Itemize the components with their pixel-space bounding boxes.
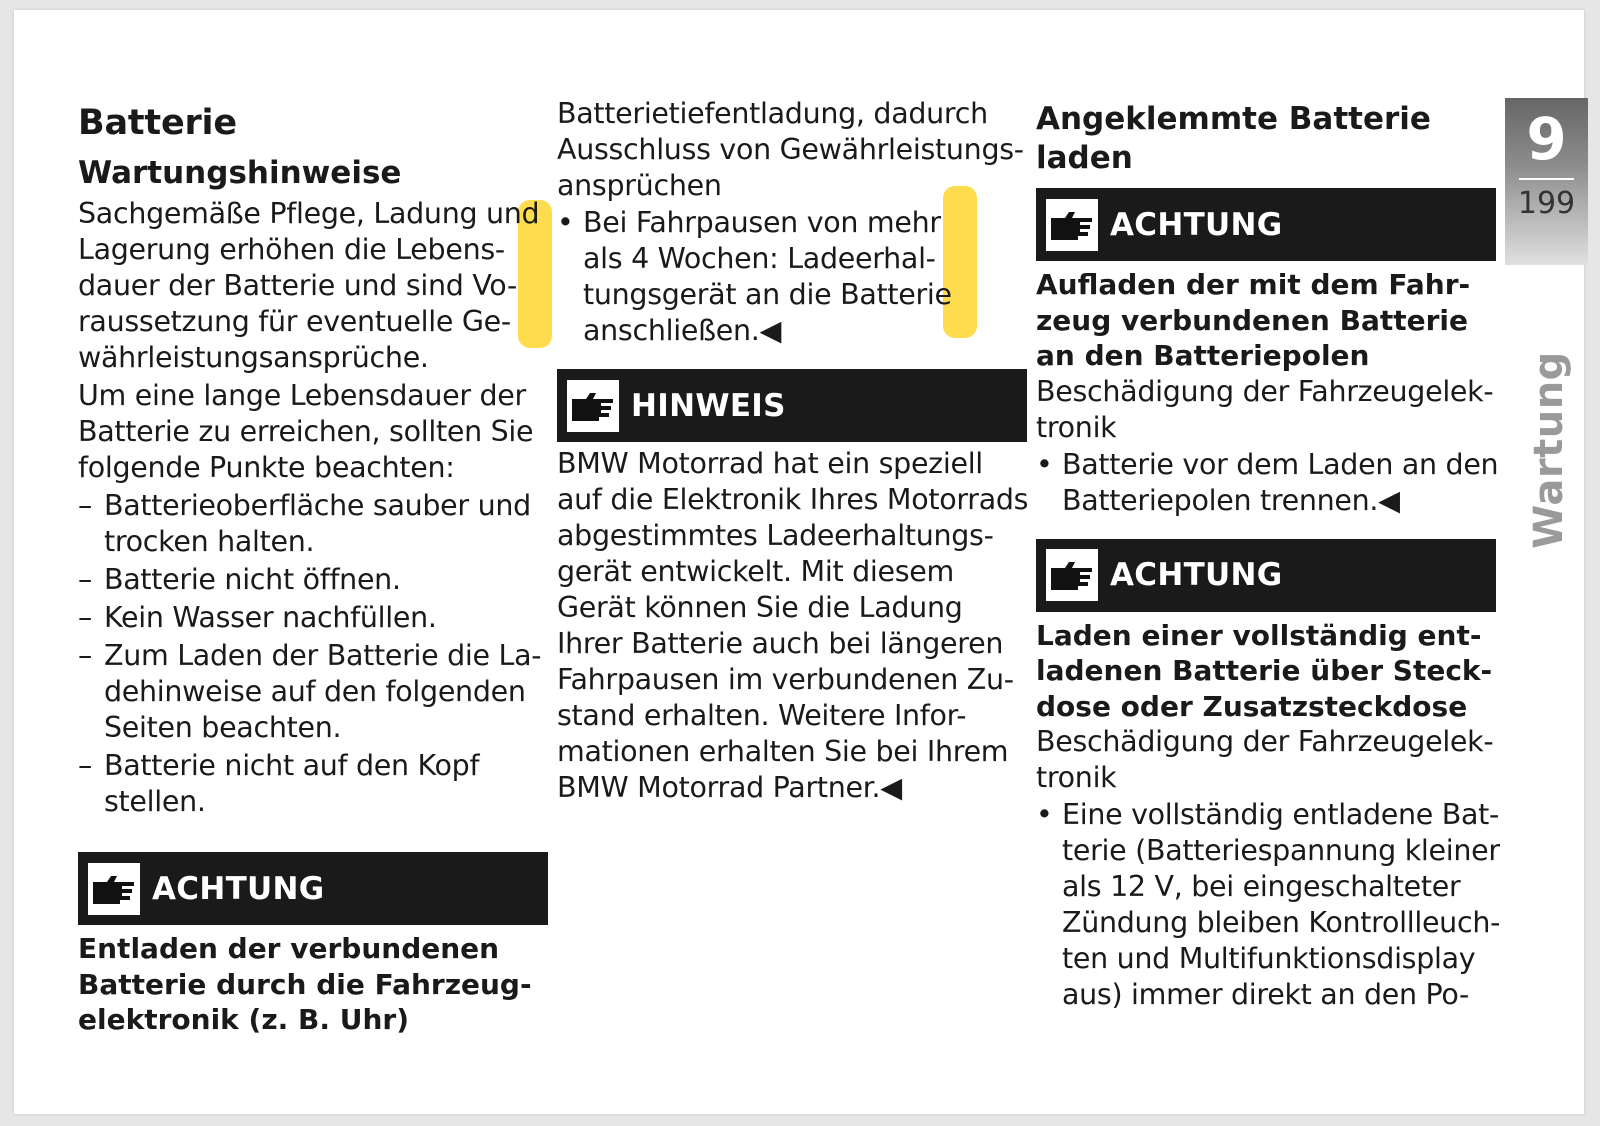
- text-line: anschließen.◀: [583, 314, 782, 347]
- text-line: raussetzung für eventuelle Ge-: [78, 305, 511, 338]
- text-line: Beschädigung der Fahrzeugelek-: [1036, 374, 1494, 408]
- bullet-item: [1036, 447, 1499, 519]
- text-line: währleistungsansprüche.: [78, 341, 429, 374]
- text-line: BMW Motorrad hat ein speziell: [557, 447, 983, 480]
- chapter-tab: [1505, 98, 1588, 265]
- maintenance-list: [78, 488, 548, 820]
- text-line: trocken halten.: [104, 525, 315, 558]
- bullet-marker: •: [1036, 798, 1053, 831]
- text-line: Zündung bleiben Kontrollleuch-: [1062, 906, 1501, 939]
- text-line: Batterietiefentladung, dadurch: [557, 97, 988, 130]
- text-line: dose oder Zusatzsteckdose: [1036, 689, 1468, 723]
- text-line: als 12 V, bei eingeschalteter: [1062, 870, 1461, 903]
- list-item: [78, 638, 548, 746]
- warning-label: ACHTUNG: [152, 870, 325, 907]
- text-line: Batterie zu erreichen, sollten Sie: [78, 415, 534, 448]
- text-line: als 4 Wochen: Ladeerhal-: [583, 242, 936, 275]
- text-line: BMW Motorrad Partner.◀: [557, 771, 902, 804]
- dash-marker: –: [78, 601, 92, 634]
- note-banner: [557, 369, 1027, 442]
- text-line: Batterie vor dem Laden an den: [1062, 447, 1499, 481]
- warning-heading: [1036, 267, 1496, 374]
- text-line: Sachgemäße Pflege, Ladung und: [78, 197, 540, 230]
- paragraph-lifetime: [78, 378, 548, 486]
- text-line: Batterie nicht auf den Kopf: [104, 749, 480, 782]
- bullet-marker: •: [1036, 447, 1053, 481]
- paragraph-care: [78, 196, 548, 376]
- warning-heading: [1036, 618, 1496, 725]
- text-line: Um eine lange Lebensdauer der: [78, 379, 526, 412]
- dash-marker: –: [78, 563, 92, 596]
- text-line: Batteriepolen trennen.◀: [1062, 483, 1400, 517]
- text-line: Batterieoberfläche sauber und: [104, 489, 531, 522]
- pointing-hand-icon: [1046, 199, 1098, 251]
- dash-marker: –: [78, 639, 92, 672]
- text-line: zeug verbundenen Batterie: [1036, 303, 1469, 337]
- text-line: Gerät können Sie die Ladung: [557, 591, 963, 624]
- text-line: tronik: [1036, 410, 1117, 444]
- text-line: laden: [1036, 140, 1133, 176]
- page-title: Batterie: [78, 103, 237, 143]
- list-item: [78, 562, 548, 598]
- text-line: dehinweise auf den folgenden: [104, 675, 526, 708]
- text-line: Entladen der verbundenen: [78, 932, 500, 965]
- text-line: Seiten beachten.: [104, 711, 342, 744]
- text-line: an den Batteriepolen: [1036, 339, 1370, 372]
- warning-banner: [1036, 188, 1496, 261]
- text-line: Bei Fahrpausen von mehr: [583, 206, 941, 239]
- dash-marker: –: [78, 749, 92, 782]
- note-label: HINWEIS: [631, 387, 786, 424]
- text-line: folgende Punkte beachten:: [78, 451, 455, 484]
- text-line: Laden einer vollständig ent-: [1036, 618, 1482, 652]
- list-item: [78, 748, 548, 820]
- text-line: Zum Laden der Batterie die La-: [104, 639, 542, 672]
- pointing-hand-icon: [1046, 549, 1098, 601]
- text-line: Batterie durch die Fahrzeug-: [78, 967, 532, 1001]
- text-line: tronik: [1036, 761, 1117, 794]
- continued-text: [557, 96, 1027, 204]
- text-line: ansprüchen: [557, 169, 722, 202]
- list-item: [78, 600, 548, 636]
- text-line: auf die Elektronik Ihres Motorrads: [557, 483, 1029, 516]
- text-line: Ihrer Batterie auch bei längeren: [557, 627, 1004, 660]
- bullet-item: [557, 205, 1027, 349]
- text-line: abgestimmtes Ladeerhaltungs-: [557, 519, 994, 552]
- text-line: Ausschluss von Gewährleistungs-: [557, 133, 1024, 166]
- section-title: [1036, 100, 1496, 178]
- text-line: terie (Batteriespannung kleiner: [1062, 834, 1500, 867]
- text-line: mationen erhalten Sie bei Ihrem: [557, 735, 1009, 768]
- tab-divider: [1519, 178, 1574, 180]
- text-line: ten und Multifunktionsdisplay: [1062, 942, 1476, 975]
- chapter-number: 9: [1526, 105, 1567, 173]
- text-line: Batterie nicht öffnen.: [104, 563, 401, 596]
- text-line: stellen.: [104, 785, 206, 818]
- list-item: [78, 488, 548, 560]
- text-line: Aufladen der mit dem Fahr-: [1036, 268, 1471, 301]
- section-subtitle: Wartungshinweise: [78, 155, 402, 191]
- page-number: 199: [1517, 186, 1576, 221]
- manual-page: [14, 10, 1584, 1114]
- dash-marker: –: [78, 489, 92, 522]
- middle-column: [557, 96, 1027, 806]
- text-line: gerät entwickelt. Mit diesem: [557, 555, 954, 588]
- bullet-item: [1036, 797, 1501, 1013]
- pointing-hand-icon: [88, 863, 140, 915]
- text-line: elektronik (z. B. Uhr): [78, 1003, 410, 1036]
- text-line: tungsgerät an die Batterie: [583, 278, 952, 311]
- warning-label: ACHTUNG: [1110, 206, 1283, 243]
- note-text: [557, 446, 1027, 806]
- text-line: Eine vollständig entladene Bat-: [1062, 798, 1500, 831]
- warning-text: [1036, 374, 1496, 446]
- left-column: [78, 96, 548, 1038]
- text-line: dauer der Batterie und sind Vo-: [78, 269, 517, 302]
- text-line: Kein Wasser nachfüllen.: [104, 601, 437, 634]
- text-line: aus) immer direkt an den Po-: [1062, 978, 1470, 1011]
- warning-text: [1036, 724, 1496, 796]
- warning-banner: [1036, 539, 1496, 612]
- text-line: Beschädigung der Fahrzeugelek-: [1036, 725, 1494, 758]
- bullet-marker: •: [557, 206, 574, 239]
- warning-label: ACHTUNG: [1110, 557, 1283, 593]
- warning-heading: [78, 931, 548, 1038]
- text-line: stand erhalten. Weitere Infor-: [557, 699, 967, 732]
- pointing-hand-icon: [567, 380, 619, 432]
- text-line: Fahrpausen im verbundenen Zu-: [557, 663, 1014, 696]
- text-line: ladenen Batterie über Steck-: [1036, 654, 1493, 687]
- section-label: Wartung: [1526, 351, 1572, 549]
- text-line: Angeklemmte Batterie: [1036, 101, 1431, 137]
- warning-banner: [78, 852, 548, 925]
- text-line: Lagerung erhöhen die Lebens-: [78, 233, 505, 266]
- right-column: [1036, 96, 1501, 1013]
